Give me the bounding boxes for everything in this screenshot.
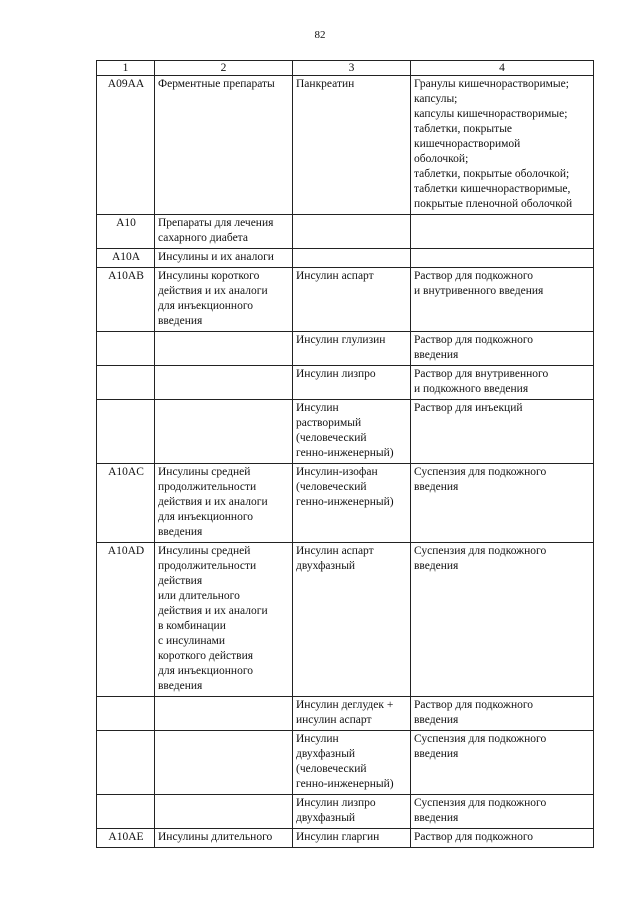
cell-text-line: Панкреатин	[296, 78, 355, 90]
cell-text-line: Раствор для подкожного	[414, 270, 534, 282]
atc-code-cell	[97, 400, 155, 464]
cell-text-line: таблетки, покрытые оболочкой;	[414, 168, 570, 180]
header-cell-2: 2	[155, 61, 293, 76]
cell-text-line: оболочкой;	[414, 153, 469, 165]
group-name-cell	[155, 543, 293, 697]
dosage-form-cell	[411, 332, 594, 366]
cell-text-line: таблетки кишечнорастворимые,	[414, 183, 571, 195]
drug-name-cell	[293, 464, 411, 543]
cell-text-line: генно-инженерный)	[296, 447, 394, 459]
cell-text-line: продолжительности	[158, 560, 257, 572]
dosage-form-cell	[411, 543, 594, 697]
cell-text-line: (человеческий	[296, 763, 367, 775]
table-row	[97, 829, 594, 848]
cell-text-line: для инъекционного	[158, 300, 253, 312]
atc-code-cell	[97, 366, 155, 400]
dosage-form-cell	[411, 76, 594, 215]
cell-text-line: Инсулины средней	[158, 466, 251, 478]
table-row	[97, 249, 594, 268]
cell-text-line: введения	[158, 526, 203, 538]
header-cell-4: 4	[411, 61, 594, 76]
drug-name-cell	[293, 829, 411, 848]
cell-text-line: Инсулины средней	[158, 545, 251, 557]
cell-text-line: введения	[414, 748, 459, 760]
group-name-cell	[155, 76, 293, 215]
cell-text-line: действия и их аналоги	[158, 285, 268, 297]
drug-name-cell	[293, 543, 411, 697]
dosage-form-cell	[411, 464, 594, 543]
cell-text-line: Инсулин деглудек +	[296, 699, 394, 711]
drug-name-cell	[293, 249, 411, 268]
atc-code-cell	[97, 697, 155, 731]
table-row	[97, 366, 594, 400]
group-name-cell	[155, 268, 293, 332]
drug-name-cell	[293, 268, 411, 332]
atc-code-cell	[97, 332, 155, 366]
cell-text-line: Раствор для подкожного	[414, 831, 534, 843]
cell-text-line: Инсулин глулизин	[296, 334, 386, 346]
cell-text-line: или длительного	[158, 590, 240, 602]
atc-code-cell: A10A	[97, 249, 155, 268]
cell-text-line: для инъекционного	[158, 665, 253, 677]
cell-text-line: введения	[414, 481, 459, 493]
cell-text-line: капсулы кишечнорастворимые;	[414, 108, 568, 120]
drug-name-cell	[293, 697, 411, 731]
cell-text-line: Инсулины короткого	[158, 270, 260, 282]
cell-text-line: в комбинации	[158, 620, 226, 632]
group-name-cell	[155, 464, 293, 543]
cell-text-line: введения	[414, 349, 459, 361]
cell-text-line: введения	[414, 714, 459, 726]
cell-text-line: Инсулины длительного	[158, 831, 273, 843]
cell-text-line: Инсулин	[296, 733, 339, 745]
drug-name-cell	[293, 215, 411, 249]
atc-code-cell	[97, 731, 155, 795]
cell-text-line: Инсулин аспарт	[296, 270, 374, 282]
cell-text-line: Суспензия для подкожного	[414, 545, 547, 557]
atc-code-cell: A10AB	[97, 268, 155, 332]
cell-text-line: короткого действия	[158, 650, 254, 662]
group-name-cell	[155, 215, 293, 249]
table-row	[97, 76, 594, 215]
dosage-form-cell	[411, 829, 594, 848]
cell-text-line: введения	[158, 315, 203, 327]
drug-name-cell	[293, 795, 411, 829]
cell-text-line: и внутривенного введения	[414, 285, 544, 297]
drug-table	[96, 60, 594, 848]
drug-name-cell	[293, 731, 411, 795]
cell-text-line: продолжительности	[158, 481, 257, 493]
cell-text-line: двухфазный	[296, 560, 356, 572]
drug-name-cell	[293, 76, 411, 215]
table-row	[97, 795, 594, 829]
cell-text-line: Раствор для внутривенного	[414, 368, 549, 380]
atc-code-cell: A10	[97, 215, 155, 249]
cell-text-line: сахарного диабета	[158, 232, 248, 244]
cell-text-line: введения	[414, 812, 459, 824]
drug-name-cell	[293, 400, 411, 464]
dosage-form-cell	[411, 268, 594, 332]
cell-text-line: Раствор для подкожного	[414, 334, 534, 346]
table-row	[97, 464, 594, 543]
cell-text-line: Инсулин	[296, 402, 339, 414]
cell-text-line: Препараты для лечения	[158, 217, 274, 229]
cell-text-line: Раствор для подкожного	[414, 699, 534, 711]
cell-text-line: (человеческий	[296, 432, 367, 444]
table-row	[97, 543, 594, 697]
group-name-cell	[155, 400, 293, 464]
cell-text-line: инсулин аспарт	[296, 714, 372, 726]
cell-text-line: Суспензия для подкожного	[414, 733, 547, 745]
group-name-cell	[155, 795, 293, 829]
cell-text-line: генно-инженерный)	[296, 496, 394, 508]
cell-text-line: Инсулин гларгин	[296, 831, 380, 843]
cell-text-line: Суспензия для подкожного	[414, 797, 547, 809]
page-number: 82	[314, 29, 326, 41]
table-row	[97, 332, 594, 366]
group-name-cell	[155, 731, 293, 795]
cell-text-line: Инсулин лизпро	[296, 368, 376, 380]
atc-code-cell: A10AD	[97, 543, 155, 697]
cell-text-line: двухфазный	[296, 748, 356, 760]
cell-text-line: капсулы;	[414, 93, 458, 105]
cell-text-line: для инъекционного	[158, 511, 253, 523]
atc-code-cell: A10AC	[97, 464, 155, 543]
header-row	[97, 61, 594, 76]
header-cell-3: 3	[293, 61, 411, 76]
table-body	[97, 76, 594, 848]
table-row	[97, 400, 594, 464]
cell-text-line: Инсулин аспарт	[296, 545, 374, 557]
cell-text-line: генно-инженерный)	[296, 778, 394, 790]
cell-text-line: Гранулы кишечнорастворимые;	[414, 78, 569, 90]
table-row	[97, 215, 594, 249]
cell-text-line: Инсулин-изофан	[296, 466, 378, 478]
atc-code-cell: A09AA	[97, 76, 155, 215]
cell-text-line: действия	[158, 575, 203, 587]
cell-text-line: введения	[414, 560, 459, 572]
atc-code-cell	[97, 795, 155, 829]
cell-text-line: введения	[158, 680, 203, 692]
cell-text-line: действия и их аналоги	[158, 605, 268, 617]
dosage-form-cell	[411, 249, 594, 268]
atc-code-cell: A10AE	[97, 829, 155, 848]
table-row	[97, 697, 594, 731]
cell-text-line: с инсулинами	[158, 635, 226, 647]
dosage-form-cell	[411, 366, 594, 400]
dosage-form-cell	[411, 697, 594, 731]
cell-text-line: растворимый	[296, 417, 362, 429]
drug-name-cell	[293, 332, 411, 366]
header-cell-1: 1	[97, 61, 155, 76]
cell-text-line: и подкожного введения	[414, 383, 529, 395]
group-name-cell	[155, 332, 293, 366]
group-name-cell	[155, 829, 293, 848]
cell-text-line: (человеческий	[296, 481, 367, 493]
group-name-cell	[155, 366, 293, 400]
dosage-form-cell	[411, 400, 594, 464]
dosage-form-cell	[411, 731, 594, 795]
cell-text-line: двухфазный	[296, 812, 356, 824]
group-name-cell	[155, 249, 293, 268]
cell-text-line: Суспензия для подкожного	[414, 466, 547, 478]
cell-text-line: таблетки, покрытые	[414, 123, 513, 135]
cell-text-line: Инсулины и их аналоги	[158, 251, 274, 263]
cell-text-line: Раствор для инъекций	[414, 402, 523, 414]
drug-name-cell	[293, 366, 411, 400]
cell-text-line: Ферментные препараты	[158, 78, 275, 90]
dosage-form-cell	[411, 215, 594, 249]
table-row	[97, 268, 594, 332]
cell-text-line: покрытые пленочной оболочкой	[414, 198, 573, 210]
group-name-cell	[155, 697, 293, 731]
table-row	[97, 731, 594, 795]
dosage-form-cell	[411, 795, 594, 829]
cell-text-line: действия и их аналоги	[158, 496, 268, 508]
cell-text-line: кишечнорастворимой	[414, 138, 521, 150]
cell-text-line: Инсулин лизпро	[296, 797, 376, 809]
